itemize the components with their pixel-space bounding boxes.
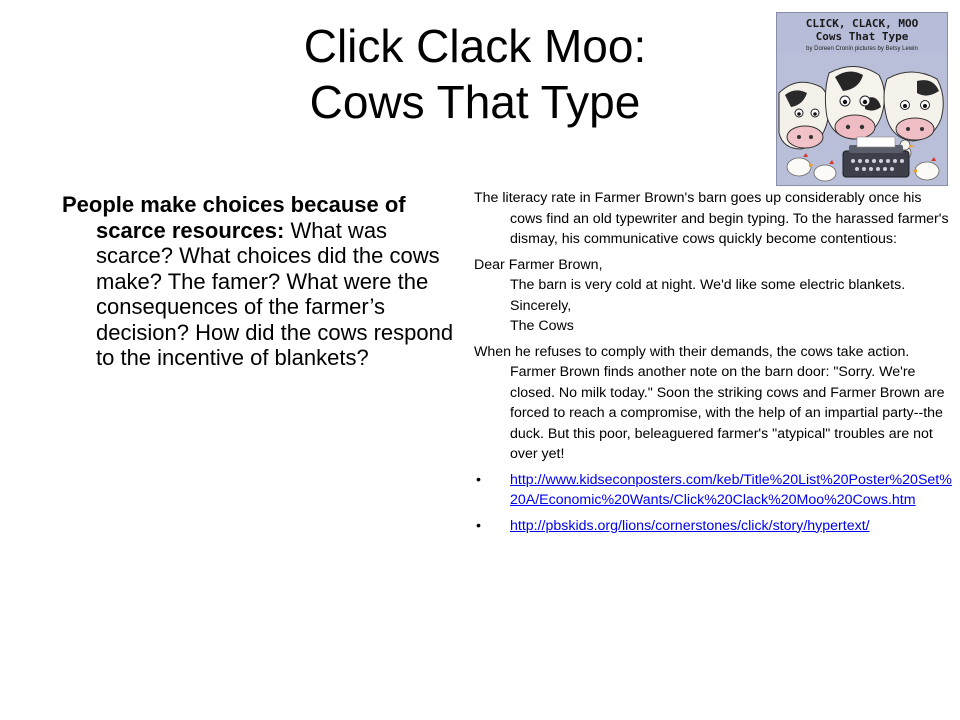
cow-right: [884, 72, 943, 141]
cows-typewriter-illustration: [777, 53, 947, 185]
letter-closing: Sincerely,: [510, 297, 572, 314]
title-line-1: Click Clack Moo:: [303, 20, 647, 72]
summary-outro: When he refuses to comply with their demands, the cows take action. Farmer Brown finds another note on the barn door: "Sorry. We're closed. No milk today." Soon the striking cows and Farmer Brown are forced to reach a compromise, with the help of an impartial party--the duck. But this poor, beleaguered farmer's "atypical" troubles are not over yet!: [474, 343, 945, 462]
list-item: [474, 516, 954, 537]
concept-lead: People make choices because of scarce resources:: [62, 192, 406, 243]
cover-title: [781, 17, 943, 43]
cover-title-line-2: Cows That Type: [815, 30, 909, 43]
slide-title: [220, 18, 730, 130]
cover-authors: by Doreen Cronin pictures by Betsy Lewin: [806, 46, 918, 52]
letter-body: The barn is very cold at night. We'd like some electric blankets.: [510, 277, 906, 293]
summary-intro: The literacy rate in Farmer Brown's barn goes up considerably once his cows find an old typewriter and begin typing. To the harassed farmer's dismay, his communicative cows quickly become contentious:: [474, 190, 949, 247]
kidseconposters-link[interactable]: http://www.kidseconposters.com/keb/Title%20List%20Poster%20Set%20A/Economic%20Wants/Click%20Clack%20Moo%20Cows.htm: [510, 471, 952, 508]
pbskids-link[interactable]: http://pbskids.org/lions/cornerstones/click/story/hypertext/: [510, 517, 870, 534]
economics-question-block: [62, 192, 464, 371]
book-cover-image: [776, 12, 948, 186]
question-body: What was scarce? What choices did the cows make? The famer? What were the consequences of the farmer’s decision? How did the cows respond to the incentive of blankets?: [96, 217, 454, 370]
bullet-icon: •: [476, 471, 481, 488]
economics-question: [62, 192, 464, 371]
title-line-2: Cows That Type: [309, 76, 641, 128]
book-summary-block: [474, 188, 954, 541]
list-item: [474, 470, 954, 511]
letter-salutation: Dear Farmer Brown,: [474, 256, 603, 273]
reference-links: [474, 470, 954, 537]
bullet-icon: •: [476, 517, 481, 534]
letter-signature: The Cows: [510, 318, 574, 334]
cows-letter: [474, 255, 954, 337]
cover-title-line-1: CLICK, CLACK, MOO: [805, 17, 919, 30]
cow-left: [779, 82, 829, 149]
